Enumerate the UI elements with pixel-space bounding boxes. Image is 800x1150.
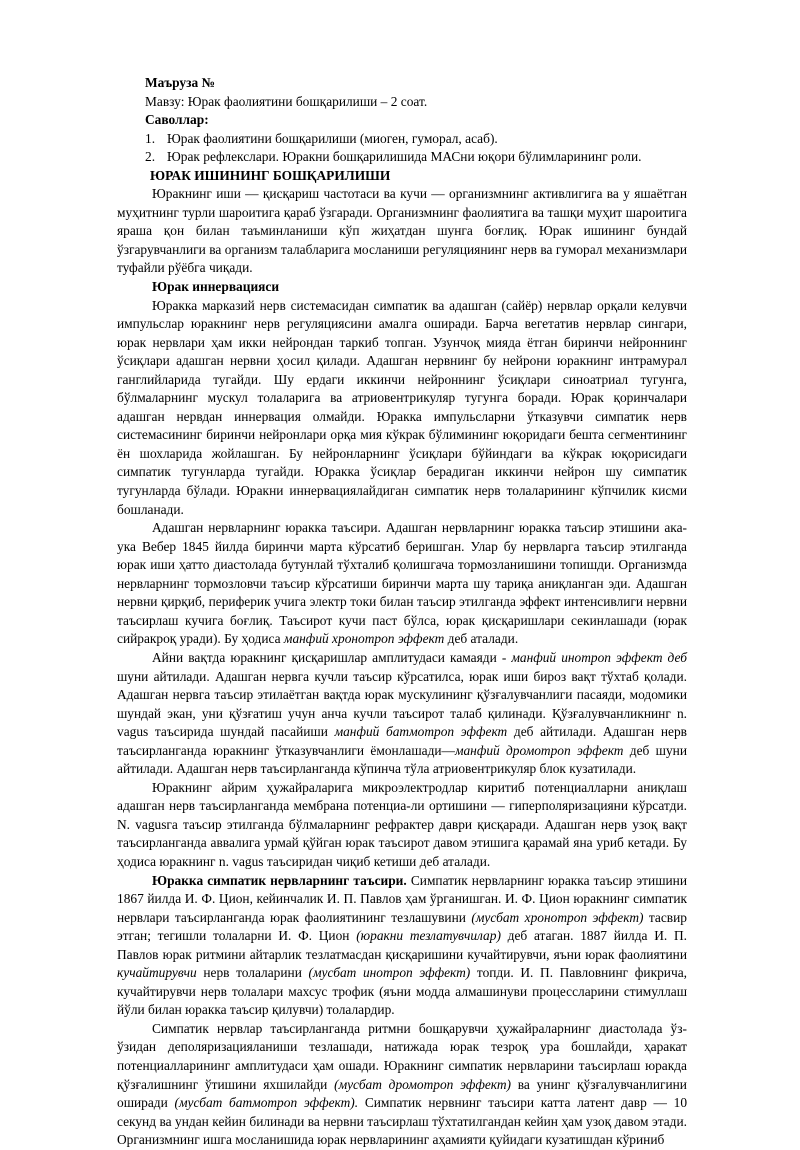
text-run: деб атаган. 1887 йилда И. П. Павлов юрак ритмини айтарлик тезлатмасдан қисқаришини кучайтирувчи, яъни юрак фаолиятини bbox=[117, 928, 688, 962]
text-run: деб аталади. bbox=[444, 631, 519, 647]
inotrope-paragraph bbox=[117, 649, 687, 779]
term-italic: (юракни тезлатувчилар) bbox=[356, 928, 501, 944]
question-text: Юрак рефлекслари. Юракни бошқарилишида МАСни юқори бўлимларининг роли. bbox=[167, 149, 642, 165]
section-title: ЮРАК ИШИНИНГ БОШҚАРИЛИШИ bbox=[150, 167, 391, 183]
question-text: Юрак фаолиятини бошқарилиши (миоген, гуморал, асаб). bbox=[167, 130, 498, 146]
term-italic: (мусбат батмотроп эффект). bbox=[174, 1095, 359, 1111]
innervation-paragraph: Юракка марказий нерв системасидан симпатик ва адашган (сайёр) нервлар орқали келувчи импульслар юракнинг нерв регуляциясини амалга оширади. Барча вегетатив нервлар сингари, юрак нервлари ҳам икки нейрондан таркиб топган. Узунчоқ мияда ётган биринчи нейроннинг ўсиқлари адашган нервни ҳосил қилади. Адашган нервнинг бу нейрони юракнинг интрамурал ганглийларида тугайди. Шу ердаги иккинчи нейроннинг ўсиқлари синоатриал тугунга, бўлмаларнинг мускул толаларига ва атриовентрикуляр тугунга боради. Юрак қоринчалари адашган нервдан иннервация олмайди. Юракка импульсларни ўтказувчи симпатик нерв системасининг биринчи нейронлари орқа мия кўкрак бўлимининг юқоридаги бешта сегментининг ён шохларида жойлашган. Бу нейронларнинг ўсиқлари бўйиндаги ва кўкрак юқорисидаги симпатик тугунларда тугайди. Юракка ўсиқлар берадиган иккинчи нейрон шу симпатик тугунларда бўлади. Юракни иннервациялайдиган симпатик нерв толаларининг кўпчилик кисми бошланади. bbox=[117, 297, 687, 517]
term-italic: (мусбат дромотроп эффект) bbox=[334, 1076, 511, 1092]
questions-list bbox=[117, 130, 687, 167]
question-item bbox=[145, 130, 687, 149]
sympathetic-effects-paragraph bbox=[117, 1020, 687, 1150]
sympathetic-heading: Юракка симпатик нервларнинг таъсири. bbox=[152, 872, 407, 888]
text-run: шуни айтилади. Адашган нервга кучли таъсир кўрсатилса, юрак иши бироз вақт тўхтаб қолади. Адашган нервга таъсир этилаётган вақтда юрак мускулининг қўзғалувчанлиги пасаяди, модомики шундай экан, уни қўзғатиш учун анча кучли таъсирот талаб қилинади. Қўзғалувчанликнинг n. vagus таъсирида шундай пасайиши bbox=[117, 668, 687, 740]
text-run: деб шуни айтилади. Адашган нерв таъсирланганда кўпинча тўла атриовентрикуляр блок кузатилади. bbox=[117, 742, 687, 777]
term-italic: манфий батмотроп эффект bbox=[334, 724, 508, 740]
text-run: ва унинг қўзғалувчанлигини оширади bbox=[117, 1076, 687, 1111]
lecture-number: Маъруза № bbox=[145, 75, 215, 90]
innervation-heading: Юрак иннервацияси bbox=[152, 279, 280, 295]
question-number: 1. bbox=[145, 130, 156, 146]
term-italic: манфий инотроп эффект деб bbox=[511, 649, 687, 665]
questions-label: Саволлар: bbox=[145, 112, 209, 128]
text-run: Айни вақтда юракнинг қисқаришлар амплитудаси камаяди - bbox=[152, 649, 512, 665]
question-number: 2. bbox=[145, 149, 156, 165]
text-run: топди. И. П. Павловнинг фикрича, кучайтирувчи нерв толалари махсус трофик (яъни модда алмашинуви процессларини стимуллаш йўли билан юракка таъсир қилувчи) толалардир. bbox=[117, 965, 687, 1018]
microelectrode-paragraph: Юракнинг айрим ҳужайраларига микроэлектродлар киритиб потенциалларни аниқлаш адашган нерв таъсирланганда мембрана потенциа-ли ортишини — гиперполяризацияни кўрсатди. N. vagusга таъсир этилганда бўлмаларнинг рефрактер даври қисқаради. Адашган нерв узоқ вақт таъсирланганда аввалига урмай қўйган юрак таъсирот давом этишига қарамай яна уриб кетади. Бу ҳодиса юракнинг n. vagus таъсиридан чиқиб кетиши деб аталади. bbox=[117, 779, 687, 869]
term-italic: кучайтирувчи bbox=[117, 965, 197, 981]
term-italic: манфий хронотроп эффект bbox=[283, 631, 445, 647]
text-run: тасвир этган; тегишли толаларни И. Ф. Цион bbox=[117, 909, 687, 944]
term-italic: манфий дромотроп эффект bbox=[454, 742, 624, 758]
sympathetic-paragraph bbox=[117, 872, 687, 1020]
vagus-effect-paragraph bbox=[117, 519, 687, 649]
text-run: Адашган нервларнинг юракка таъсири. Адашган нервларнинг юракка таъсир этишини ака-ука Вебер 1845 йилда биринчи марта кўрсатиб беришган. Улар бу нервларга таъсир этилганда юрак иши ҳатто диастолада бутунлай тўхталиб қолишгача тормозланишини топишди. Организмда нервларнинг тормозловчи таъсир кўрсатиши биринчи марта шу тариқа аниқланган эди. Адашган нервни қирқиб, периферик учига электр токи билан таъсир этилганда эффект интенсивлиги нервни таъсирлаш кучига боғлиқ. Таъсирот кучи паст бўлса, юрак қисқаришлари секинлашади (юрак сийракроқ уради). Бу ҳодиса bbox=[117, 520, 687, 647]
text-run: Симпатик нервнинг таъсири катта латент давр — 10 секунд ва ундан кейин билинади ва нервни таъсирлаш тўхтатилгандан кейин ҳам узоқ давом этади. Организмнинг ишга мосланишида юрак нервларининг аҳамияти қуйидаги кузатишдан кўриниб bbox=[117, 1095, 688, 1148]
text-run: Симпатик нервлар таъсирланганда ритмни бошқарувчи ҳужайраларнинг диастолада ўз-ўзидан деполяризацияланиши тезлашади, натижада юрак тезроқ ура бошлайди, ҳаракат потенциалларининг амплитудаси ҳам ошади. Юракнинг симпатик нервларини таъсирлаш юракда қўзғалишнинг ўтишини яхшилайди bbox=[117, 1020, 687, 1092]
text-run: деб айтилади. Адашган нерв таъсирланганда юракнинг ўтказувчанлиги ёмонлашади— bbox=[117, 724, 687, 758]
term-italic: (мусбат инотроп эффект) bbox=[308, 965, 471, 981]
intro-paragraph: Юракнинг иши — қисқариш частотаси ва кучи — организмнинг активлигига ва у яшаётган муҳитнинг турли шароитига қараб ўзгаради. Организмнинг фаолиятига ва ташқи муҳит шароитига яраша қон билан таъминланиши кўп жиҳатдан шунга боғлиқ. Юрак ишининг бундай ўзгарувчанлиги ва организм талабларига мосланиши регуляциянинг нерв ва гуморал механизмлари туфайли рўёбга чиқади. bbox=[117, 186, 687, 276]
lecture-topic: Мавзу: Юрак фаолиятини бошқарилиши – 2 соат. bbox=[145, 93, 428, 109]
question-item bbox=[145, 148, 687, 167]
text-run: Симпатик нервларнинг юракка таъсир этишини 1867 йилда И. Ф. Цион, кейинчалик И. П. Павлов ҳам ўрганишган. И. Ф. Цион юракнинг симпатик нервлари таъсирланганда юрак фаолиятининг тезлашувини bbox=[117, 872, 688, 925]
document-page bbox=[117, 74, 687, 1150]
term-italic: (мусбат хронотроп эффект) bbox=[471, 909, 644, 925]
text-run: нерв толаларини bbox=[196, 965, 309, 981]
